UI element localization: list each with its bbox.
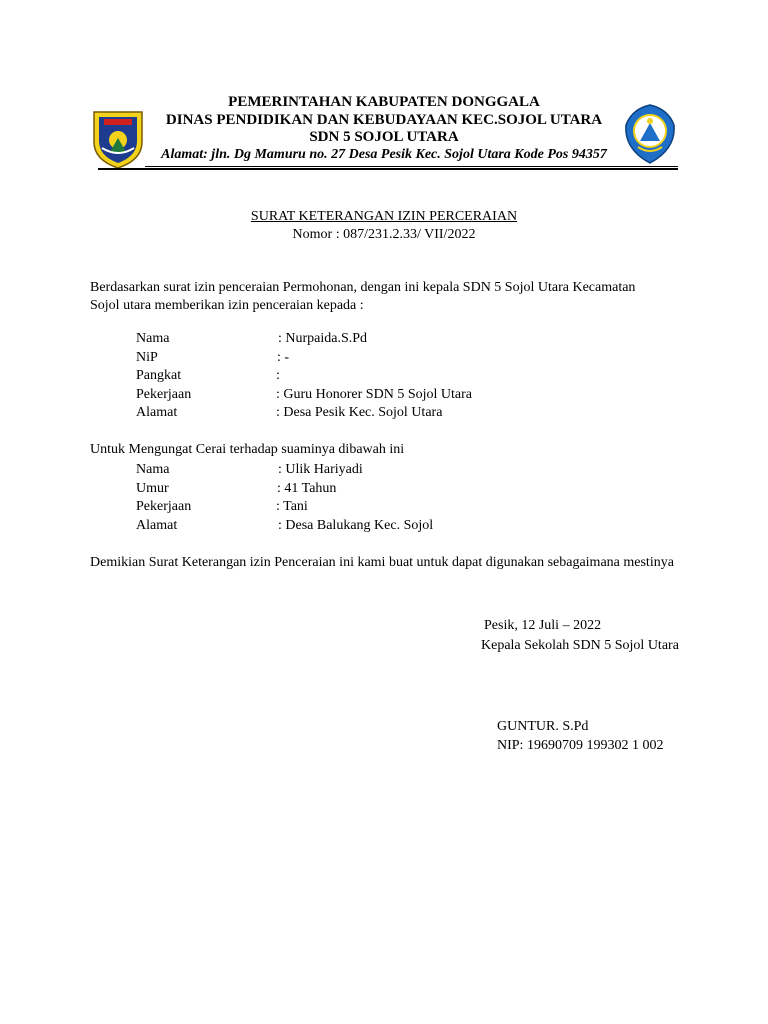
field-value: : Tani xyxy=(276,499,308,514)
field-label: Alamat xyxy=(136,405,178,420)
field-label: Umur xyxy=(136,481,169,496)
field-value: : Guru Honorer SDN 5 Sojol Utara xyxy=(276,387,472,402)
intro-line-1: Berdasarkan surat izin penceraian Permohonan, dengan ini kepala SDN 5 Sojol Utara Kecamatan xyxy=(90,280,636,295)
letter-number: Nomor : 087/231.2.33/ VII/2022 xyxy=(292,227,476,242)
field-label: Pangkat xyxy=(136,368,182,383)
letter-title: SURAT KETERANGAN IZIN PERCERAIAN xyxy=(250,209,518,224)
letterhead-divider-thin xyxy=(145,166,678,167)
field-label: Nama xyxy=(136,331,170,346)
letterhead-department: DINAS PENDIDIKAN DAN KEBUDAYAAN KEC.SOJOL UTARA xyxy=(165,112,603,128)
intro-line-2: Sojol utara memberikan izin penceraian kepada : xyxy=(90,298,364,313)
field-value: : Nurpaida.S.Pd xyxy=(278,331,368,346)
spouse-intro: Untuk Mengungat Cerai terhadap suaminya dibawah ini xyxy=(90,442,405,457)
letterhead-government: PEMERINTAHAN KABUPATEN DONGGALA xyxy=(228,94,540,110)
field-label: Pekerjaan xyxy=(136,387,192,402)
field-label: NiP xyxy=(136,350,158,365)
field-label: Alamat xyxy=(136,518,178,533)
signer-nip: NIP: 19690709 199302 1 002 xyxy=(497,738,664,753)
field-value: : Desa Balukang Kec. Sojol xyxy=(278,518,434,533)
signer-name: GUNTUR. S.Pd xyxy=(497,719,589,734)
place-date: Pesik, 12 Juli – 2022 xyxy=(484,618,602,633)
closing-statement: Demikian Surat Keterangan izin Penceraian ini kami buat untuk dapat digunakan sebagaimana mestinya xyxy=(90,555,674,570)
letterhead-address: Alamat: jln. Dg Mamuru no. 27 Desa Pesik Kec. Sojol Utara Kode Pos 94357 xyxy=(161,147,607,162)
field-value: : Desa Pesik Kec. Sojol Utara xyxy=(276,405,443,420)
signer-position: Kepala Sekolah SDN 5 Sojol Utara xyxy=(481,638,679,653)
field-label: Nama xyxy=(136,462,170,477)
letterhead-school: SDN 5 SOJOL UTARA xyxy=(309,129,459,145)
field-value: : xyxy=(276,368,280,383)
field-value: : Ulik Hariyadi xyxy=(278,462,363,477)
field-value: : 41 Tahun xyxy=(277,481,337,496)
letterhead-divider-thick xyxy=(98,168,678,170)
field-label: Pekerjaan xyxy=(136,499,192,514)
field-value: : - xyxy=(277,350,290,365)
